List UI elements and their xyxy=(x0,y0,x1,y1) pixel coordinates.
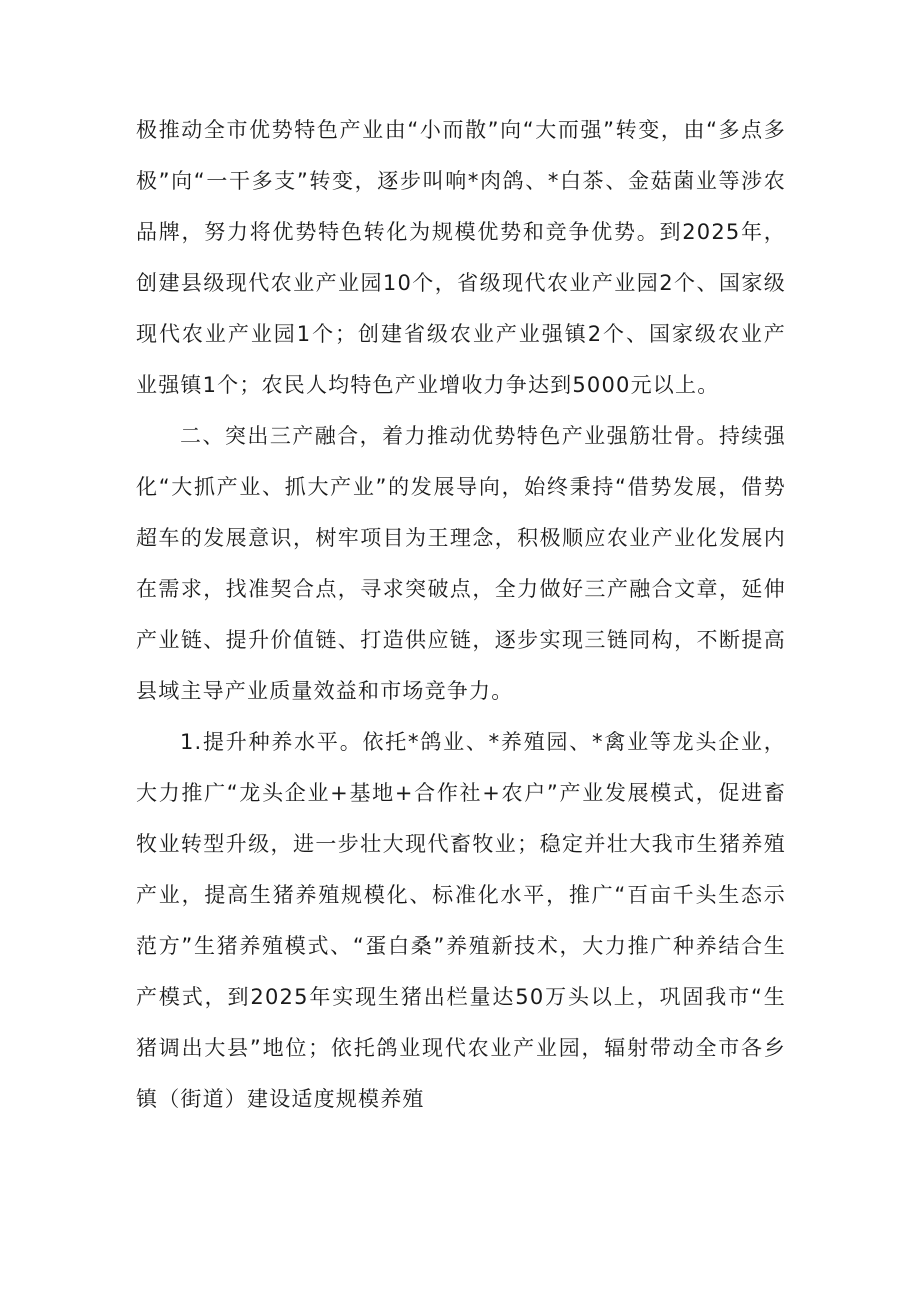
paragraph-item-one: 1.提升种养水平。依托*鸽业、*养殖园、*禽业等龙头企业，大力推广“龙头企业+基地+合作社+农户”产业发展模式，促进畜牧业转型升级，进一步壮大现代畜牧业；稳定并壮大我市生猪养殖产业，提高生猪养殖规模化、标准化水平，推广“百亩千头生态示范方”生猪养殖模式、“蛋白桑”养殖新技术，大力推广种养结合生产模式，到2025年实现生猪出栏量达50万头以上，巩固我市“生猪调出大县”地位；依托鸽业现代农业产业园，辐射带动全市各乡镇（街道）建设适度规模养殖 xyxy=(136,730,786,1111)
paragraph-section-two: 二、突出三产融合，着力推动优势特色产业强筋壮骨。持续强化“大抓产业、抓大产业”的发展导向，始终秉持“借势发展，借势超车的发展意识，树牢项目为王理念，积极顺应农业产业化发展内在需求，找准契合点，寻求突破点，全力做好三产融合文章，延伸产业链、提升价值链、打造供应链，逐步实现三链同构，不断提高县域主导产业质量效益和市场竞争力。 xyxy=(136,424,786,703)
document-body xyxy=(136,105,786,1125)
paragraph-continuation: 极推动全市优势特色产业由“小而散”向“大而强”转变，由“多点多极”向“一干多支”转变，逐步叫响*肉鸽、*白茶、金菇菌业等涉农品牌，努力将优势特色转化为规模优势和竞争优势。到2025年，创建县级现代农业产业园10个，省级现代农业产业园2个、国家级现代农业产业园1个；创建省级农业产业强镇2个、国家级农业产业强镇1个；农民人均特色产业增收力争达到5000元以上。 xyxy=(136,118,786,397)
